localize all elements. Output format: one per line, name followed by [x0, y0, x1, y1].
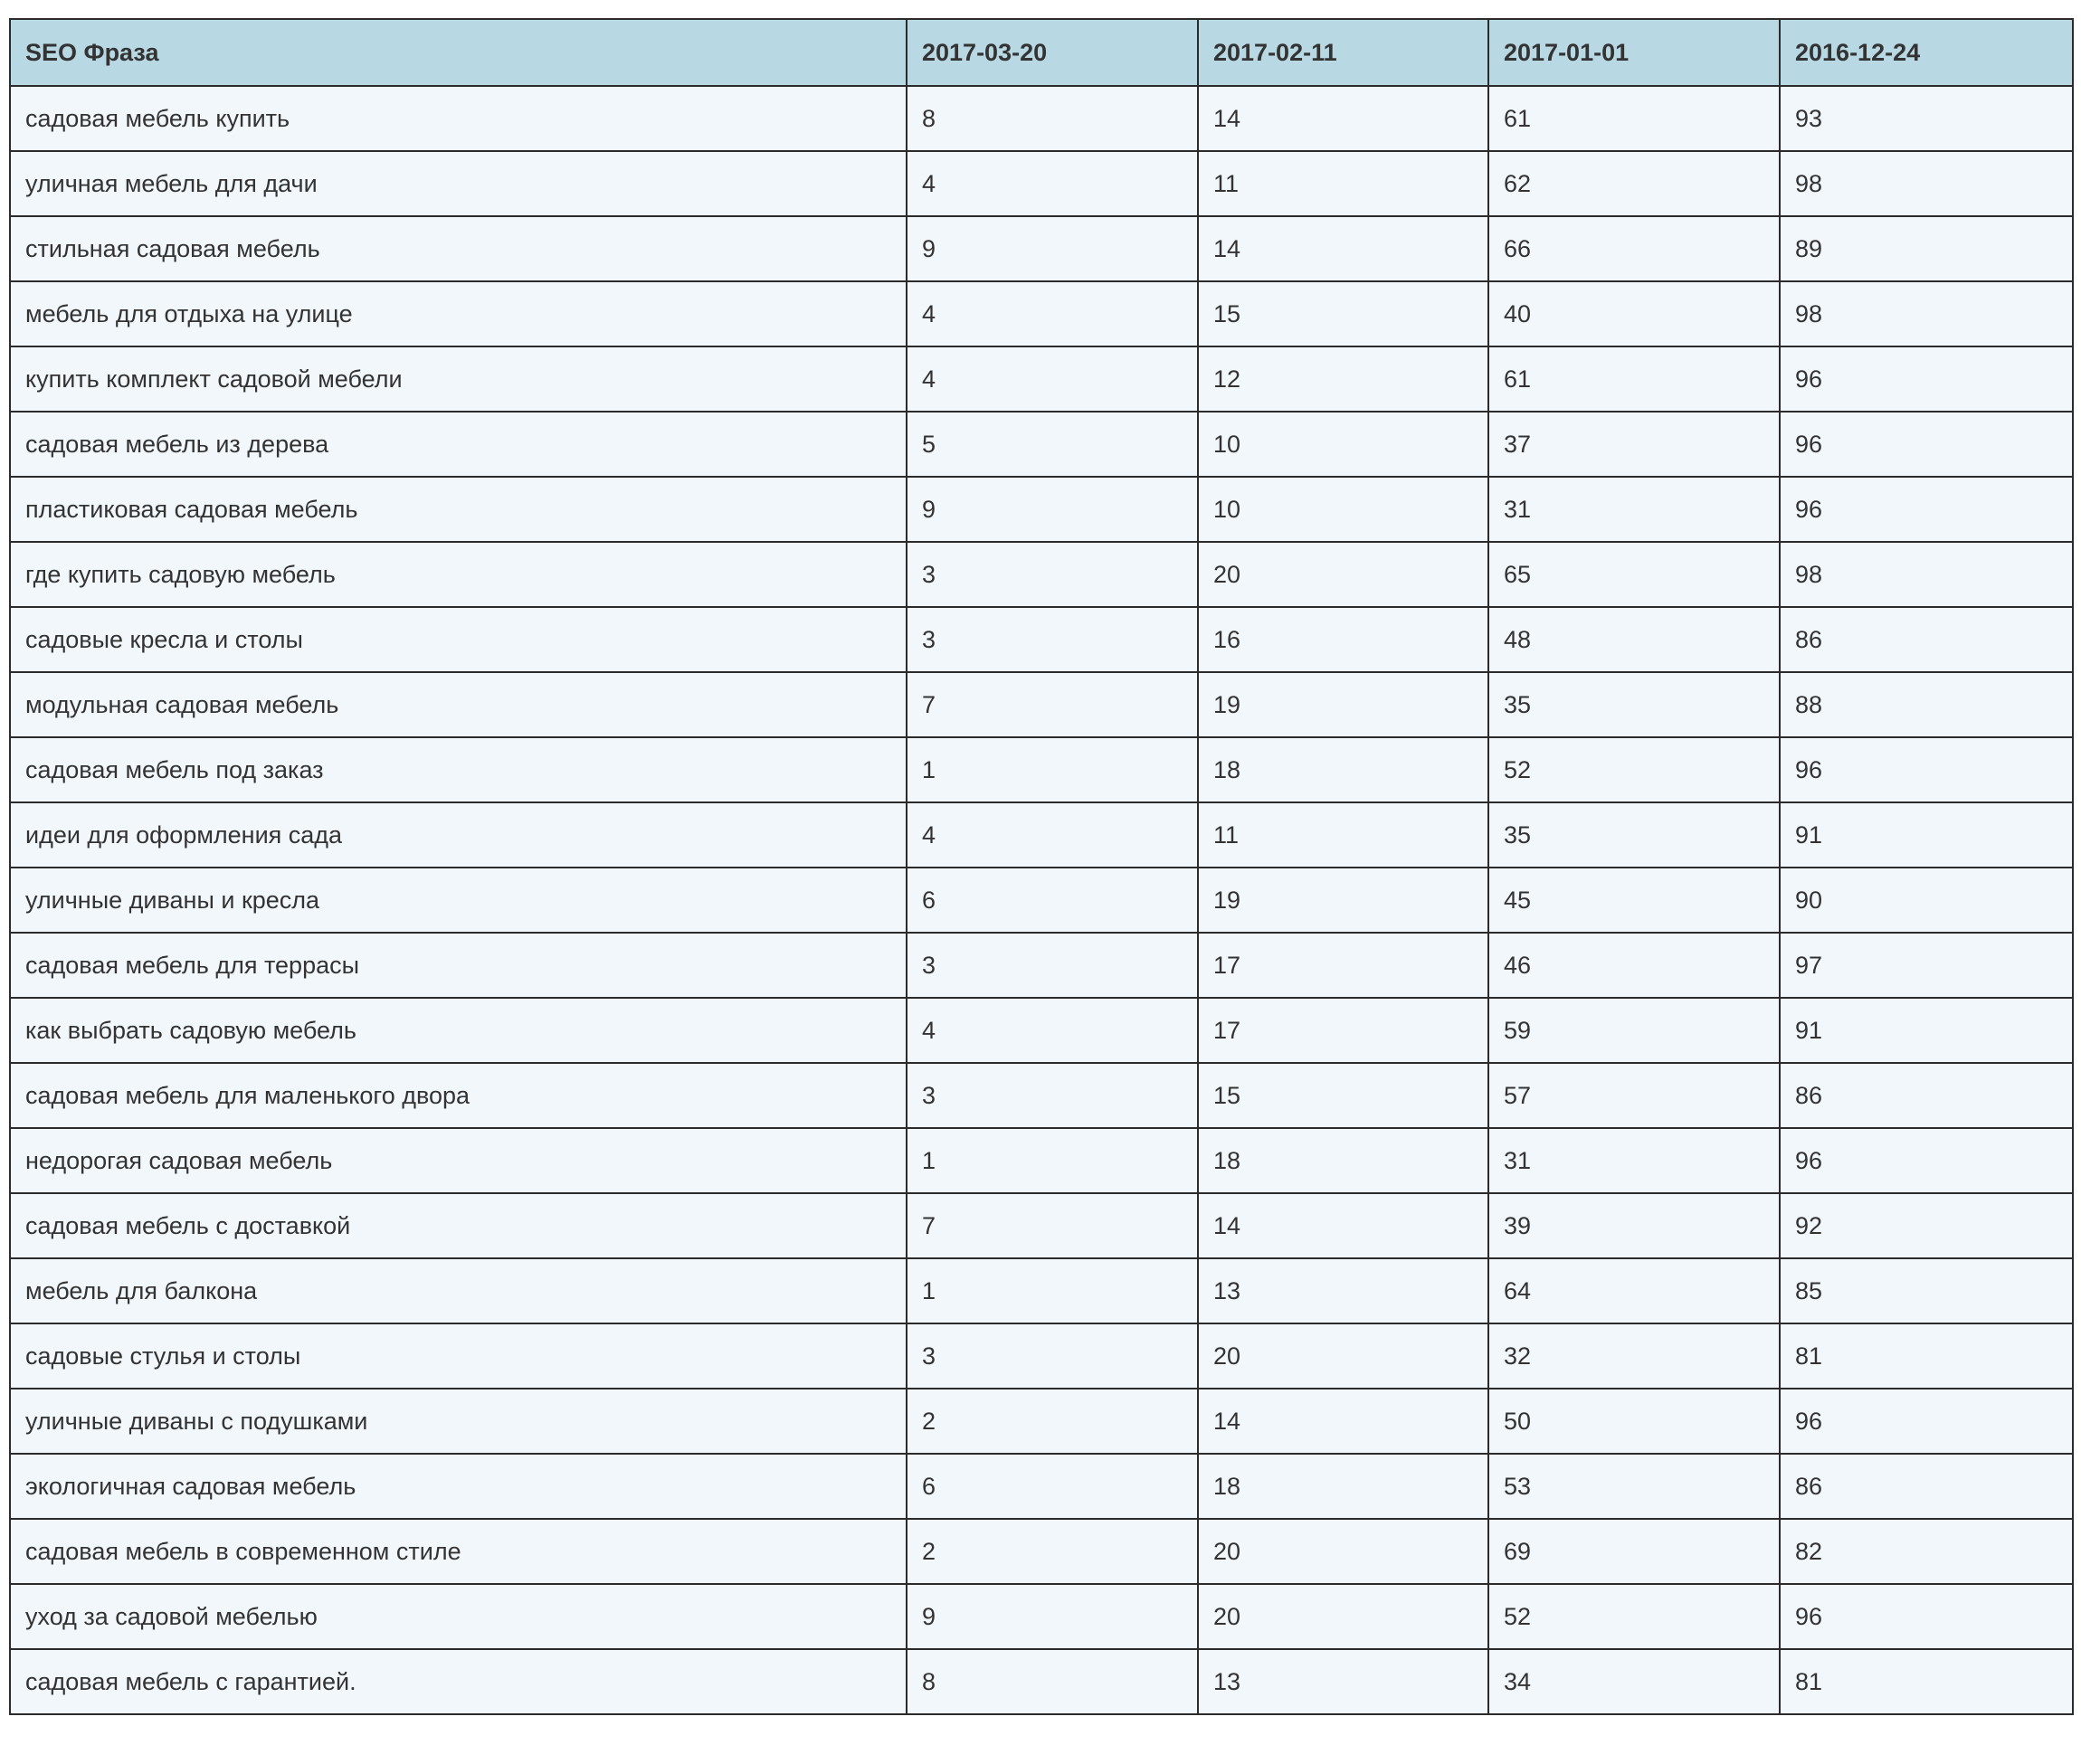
cell-2016-12-24: 96 [1780, 477, 2073, 542]
cell-2017-02-11: 13 [1198, 1258, 1488, 1323]
cell-phrase: уличная мебель для дачи [10, 151, 907, 216]
cell-2016-12-24: 96 [1780, 1389, 2073, 1454]
cell-2016-12-24: 91 [1780, 802, 2073, 868]
cell-2017-03-20: 3 [907, 542, 1198, 607]
cell-2016-12-24: 86 [1780, 1454, 2073, 1519]
cell-phrase: экологичная садовая мебель [10, 1454, 907, 1519]
cell-2016-12-24: 97 [1780, 933, 2073, 998]
cell-2017-01-01: 62 [1488, 151, 1780, 216]
table-row [10, 607, 2073, 672]
table-row [10, 1128, 2073, 1193]
cell-2017-02-11: 17 [1198, 933, 1488, 998]
cell-2017-01-01: 46 [1488, 933, 1780, 998]
cell-2017-03-20: 7 [907, 1193, 1198, 1258]
table-row [10, 1193, 2073, 1258]
cell-2017-02-11: 14 [1198, 216, 1488, 281]
cell-2017-03-20: 4 [907, 802, 1198, 868]
cell-2017-02-11: 11 [1198, 802, 1488, 868]
table-row [10, 933, 2073, 998]
table-row [10, 542, 2073, 607]
cell-2017-03-20: 1 [907, 1258, 1198, 1323]
cell-2017-01-01: 57 [1488, 1063, 1780, 1128]
cell-phrase: садовая мебель в современном стиле [10, 1519, 907, 1584]
cell-2017-03-20: 6 [907, 868, 1198, 933]
cell-2017-01-01: 59 [1488, 998, 1780, 1063]
table-body [10, 86, 2073, 1714]
header-row [10, 19, 2073, 86]
cell-2017-02-11: 20 [1198, 1323, 1488, 1389]
cell-2017-01-01: 52 [1488, 737, 1780, 802]
cell-2017-03-20: 9 [907, 477, 1198, 542]
cell-2017-02-11: 18 [1198, 1128, 1488, 1193]
cell-2017-02-11: 11 [1198, 151, 1488, 216]
cell-2017-02-11: 10 [1198, 412, 1488, 477]
cell-2017-02-11: 14 [1198, 86, 1488, 151]
cell-phrase: садовая мебель из дерева [10, 412, 907, 477]
header-date-2017-02-11: 2017-02-11 [1198, 19, 1488, 86]
cell-phrase: садовая мебель для террасы [10, 933, 907, 998]
table-row [10, 1258, 2073, 1323]
table-row [10, 998, 2073, 1063]
table-header [10, 19, 2073, 86]
cell-2017-01-01: 37 [1488, 412, 1780, 477]
table-row [10, 1323, 2073, 1389]
cell-2016-12-24: 98 [1780, 542, 2073, 607]
cell-2017-01-01: 40 [1488, 281, 1780, 346]
table-row [10, 346, 2073, 412]
cell-2016-12-24: 98 [1780, 281, 2073, 346]
cell-2017-01-01: 69 [1488, 1519, 1780, 1584]
table-row [10, 1649, 2073, 1714]
cell-2017-03-20: 3 [907, 1323, 1198, 1389]
cell-2016-12-24: 82 [1780, 1519, 2073, 1584]
cell-2017-01-01: 66 [1488, 216, 1780, 281]
table-row [10, 281, 2073, 346]
cell-phrase: садовые стулья и столы [10, 1323, 907, 1389]
cell-2017-01-01: 50 [1488, 1389, 1780, 1454]
cell-2017-03-20: 3 [907, 607, 1198, 672]
table-row [10, 477, 2073, 542]
cell-2017-01-01: 31 [1488, 477, 1780, 542]
cell-2017-02-11: 18 [1198, 737, 1488, 802]
seo-rankings-table [9, 18, 2074, 1715]
cell-2017-03-20: 4 [907, 346, 1198, 412]
cell-2017-01-01: 53 [1488, 1454, 1780, 1519]
cell-2016-12-24: 85 [1780, 1258, 2073, 1323]
cell-phrase: садовая мебель с доставкой [10, 1193, 907, 1258]
cell-2017-01-01: 32 [1488, 1323, 1780, 1389]
cell-phrase: модульная садовая мебель [10, 672, 907, 737]
cell-2017-02-11: 18 [1198, 1454, 1488, 1519]
cell-2017-02-11: 12 [1198, 346, 1488, 412]
cell-phrase: уличные диваны с подушками [10, 1389, 907, 1454]
cell-2017-02-11: 20 [1198, 542, 1488, 607]
cell-2017-03-20: 9 [907, 1584, 1198, 1649]
cell-2017-01-01: 45 [1488, 868, 1780, 933]
table-row [10, 1063, 2073, 1128]
header-seo-phrase: SEO Фраза [10, 19, 907, 86]
cell-phrase: садовые кресла и столы [10, 607, 907, 672]
cell-2016-12-24: 90 [1780, 868, 2073, 933]
cell-phrase: пластиковая садовая мебель [10, 477, 907, 542]
cell-2017-02-11: 14 [1198, 1389, 1488, 1454]
seo-rankings-table-container [9, 18, 2072, 1715]
cell-phrase: садовая мебель с гарантией. [10, 1649, 907, 1714]
cell-2017-01-01: 39 [1488, 1193, 1780, 1258]
cell-2016-12-24: 91 [1780, 998, 2073, 1063]
cell-2017-01-01: 48 [1488, 607, 1780, 672]
cell-2017-03-20: 4 [907, 151, 1198, 216]
table-row [10, 802, 2073, 868]
cell-2017-03-20: 9 [907, 216, 1198, 281]
cell-2017-03-20: 1 [907, 737, 1198, 802]
header-date-2017-01-01: 2017-01-01 [1488, 19, 1780, 86]
cell-2017-01-01: 35 [1488, 802, 1780, 868]
table-row [10, 86, 2073, 151]
table-row [10, 151, 2073, 216]
cell-2016-12-24: 96 [1780, 412, 2073, 477]
header-date-2017-03-20: 2017-03-20 [907, 19, 1198, 86]
cell-2017-02-11: 13 [1198, 1649, 1488, 1714]
cell-2017-02-11: 19 [1198, 672, 1488, 737]
table-row [10, 216, 2073, 281]
cell-2017-01-01: 61 [1488, 86, 1780, 151]
cell-phrase: как выбрать садовую мебель [10, 998, 907, 1063]
cell-2017-01-01: 65 [1488, 542, 1780, 607]
cell-phrase: купить комплект садовой мебели [10, 346, 907, 412]
cell-2017-01-01: 35 [1488, 672, 1780, 737]
cell-phrase: садовая мебель под заказ [10, 737, 907, 802]
table-row [10, 1454, 2073, 1519]
cell-2017-01-01: 31 [1488, 1128, 1780, 1193]
cell-2017-03-20: 4 [907, 998, 1198, 1063]
cell-2017-03-20: 5 [907, 412, 1198, 477]
cell-phrase: мебель для отдыха на улице [10, 281, 907, 346]
cell-2017-02-11: 10 [1198, 477, 1488, 542]
cell-2017-03-20: 4 [907, 281, 1198, 346]
cell-2016-12-24: 89 [1780, 216, 2073, 281]
cell-phrase: мебель для балкона [10, 1258, 907, 1323]
table-row [10, 1519, 2073, 1584]
cell-2017-03-20: 2 [907, 1519, 1198, 1584]
header-date-2016-12-24: 2016-12-24 [1780, 19, 2073, 86]
cell-phrase: садовая мебель купить [10, 86, 907, 151]
cell-2016-12-24: 96 [1780, 1128, 2073, 1193]
cell-2016-12-24: 81 [1780, 1649, 2073, 1714]
cell-2017-03-20: 3 [907, 933, 1198, 998]
cell-2017-02-11: 15 [1198, 1063, 1488, 1128]
cell-2016-12-24: 92 [1780, 1193, 2073, 1258]
cell-2017-03-20: 6 [907, 1454, 1198, 1519]
cell-2017-03-20: 1 [907, 1128, 1198, 1193]
cell-phrase: садовая мебель для маленького двора [10, 1063, 907, 1128]
cell-2017-01-01: 52 [1488, 1584, 1780, 1649]
cell-2016-12-24: 88 [1780, 672, 2073, 737]
cell-2017-02-11: 15 [1198, 281, 1488, 346]
cell-2016-12-24: 96 [1780, 737, 2073, 802]
cell-phrase: где купить садовую мебель [10, 542, 907, 607]
cell-2016-12-24: 93 [1780, 86, 2073, 151]
cell-2017-03-20: 3 [907, 1063, 1198, 1128]
cell-2017-03-20: 8 [907, 1649, 1198, 1714]
table-row [10, 868, 2073, 933]
cell-phrase: стильная садовая мебель [10, 216, 907, 281]
cell-2017-02-11: 20 [1198, 1519, 1488, 1584]
cell-2017-02-11: 19 [1198, 868, 1488, 933]
cell-2017-03-20: 2 [907, 1389, 1198, 1454]
cell-2016-12-24: 96 [1780, 1584, 2073, 1649]
cell-2016-12-24: 86 [1780, 1063, 2073, 1128]
cell-phrase: уличные диваны и кресла [10, 868, 907, 933]
cell-phrase: идеи для оформления сада [10, 802, 907, 868]
cell-2016-12-24: 86 [1780, 607, 2073, 672]
table-row [10, 737, 2073, 802]
table-row [10, 412, 2073, 477]
cell-2017-03-20: 8 [907, 86, 1198, 151]
table-row [10, 1389, 2073, 1454]
cell-2017-03-20: 7 [907, 672, 1198, 737]
cell-2017-02-11: 20 [1198, 1584, 1488, 1649]
cell-phrase: уход за садовой мебелью [10, 1584, 907, 1649]
table-row [10, 1584, 2073, 1649]
cell-2017-02-11: 17 [1198, 998, 1488, 1063]
cell-2016-12-24: 81 [1780, 1323, 2073, 1389]
cell-2017-02-11: 14 [1198, 1193, 1488, 1258]
cell-2016-12-24: 98 [1780, 151, 2073, 216]
cell-2016-12-24: 96 [1780, 346, 2073, 412]
cell-2017-01-01: 64 [1488, 1258, 1780, 1323]
cell-2017-01-01: 61 [1488, 346, 1780, 412]
cell-2017-02-11: 16 [1198, 607, 1488, 672]
table-row [10, 672, 2073, 737]
cell-phrase: недорогая садовая мебель [10, 1128, 907, 1193]
cell-2017-01-01: 34 [1488, 1649, 1780, 1714]
